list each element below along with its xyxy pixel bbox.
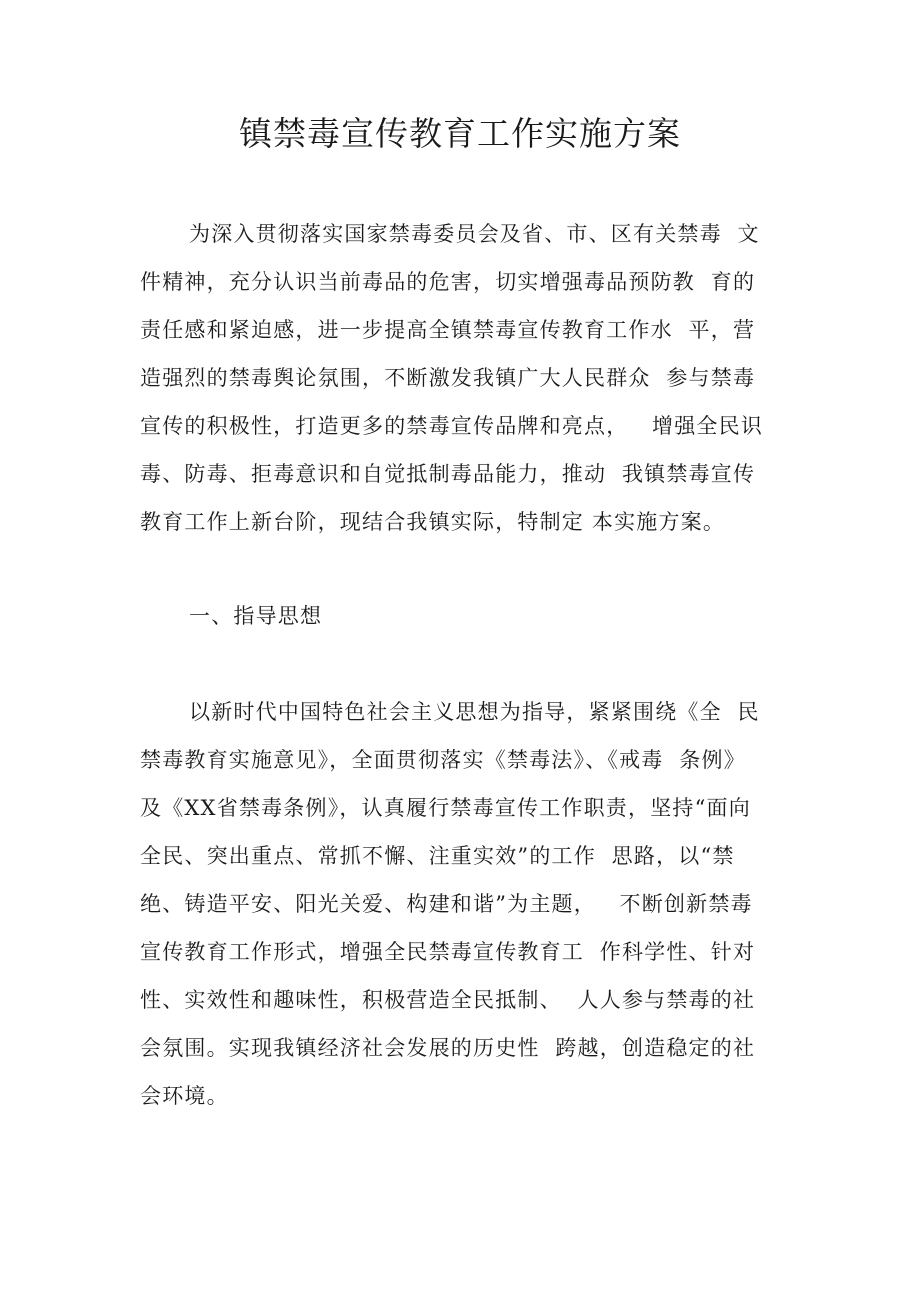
paragraph-line: 教育工作上新台阶，现结合我镇实际，特制定 本实施方案。 [140, 510, 726, 534]
section-heading: 一、指导思想 [189, 604, 323, 628]
document-title: 镇禁毒宣传教育工作实施方案 [239, 114, 681, 153]
paragraph-line: 宣传教育工作形式，增强全民禁毒宣传教育工 作科学性、针对 [140, 940, 756, 964]
paragraph-line: 会氛围。实现我镇经济社会发展的历史性 跨越，创造稳定的社 [140, 1036, 756, 1060]
paragraph-line: 为深入贯彻落实国家禁毒委员会及省、市、区有关禁毒 文 [189, 222, 760, 246]
paragraph-line: 宣传的积极性，打造更多的禁毒宣传品牌和亮点， 增强全民识 [140, 414, 764, 438]
paragraph-line: 性、实效性和趣味性，积极营造全民抵制、 人人参与禁毒的社 [140, 988, 756, 1012]
paragraph-line: 责任感和紧迫感，进一步提高全镇禁毒宣传教育工作水 平，营 [140, 318, 756, 342]
paragraph-line: 会环境。 [140, 1084, 229, 1108]
paragraph-line: 及《XX省禁毒条例》，认真履行禁毒宣传工作职责，坚持“面向 [140, 796, 751, 820]
paragraph-line: 绝、铸造平安、阳光关爱、构建和谐”为主题， 不断创新禁毒 [140, 892, 753, 916]
paragraph-line: 毒、防毒、拒毒意识和自觉抵制毒品能力，推动 我镇禁毒宣传 [140, 462, 756, 486]
paragraph-line: 禁毒教育实施意见》，全面贯彻落实《禁毒法》、《戒毒 条例》 [140, 748, 746, 772]
paragraph-line: 件精神，充分认识当前毒品的危害，切实增强毒品预防教 育的 [140, 270, 756, 294]
paragraph-line: 全民、突出重点、常抓不懈、注重实效”的工作 思路，以“禁 [140, 844, 735, 868]
paragraph-line: 造强烈的禁毒舆论氛围，不断激发我镇广大人民群众 参与禁毒 [140, 366, 756, 390]
paragraph-line: 以新时代中国特色社会主义思想为指导，紧紧围绕《全 民 [189, 700, 760, 724]
